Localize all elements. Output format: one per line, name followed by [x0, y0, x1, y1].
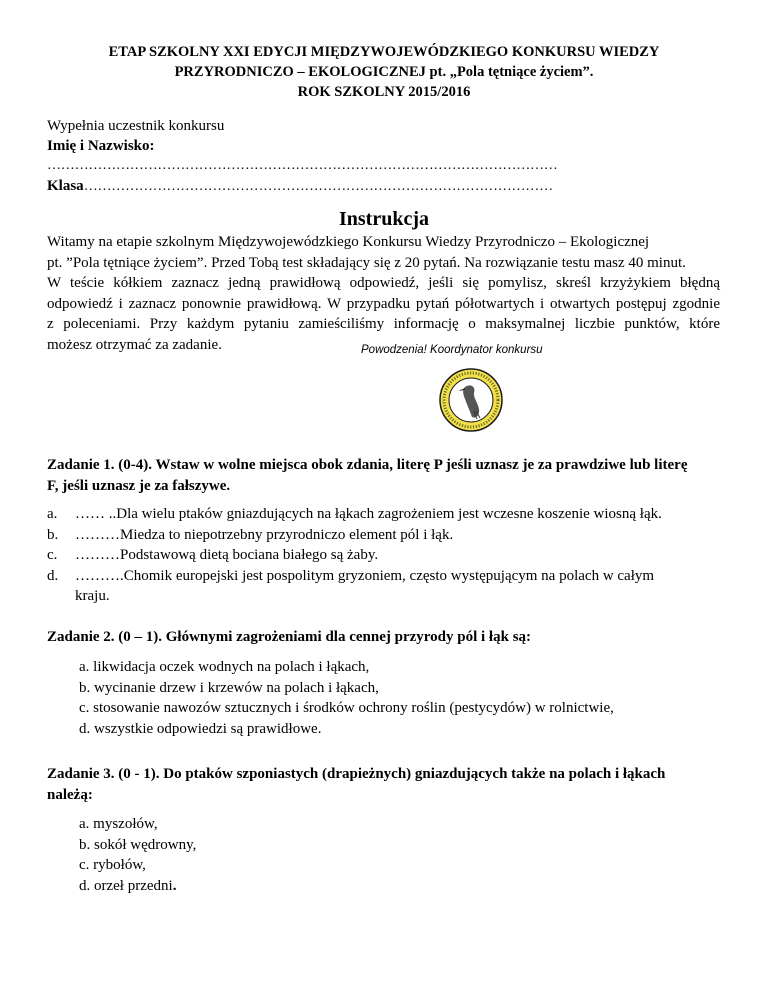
statement-text: Dla wielu ptaków gniazdujących na łąkach zagrożeniem jest wczesne koszenie wiosną łąk. [116, 506, 662, 522]
task-2-title [47, 627, 727, 648]
task-1-title [47, 455, 727, 496]
statement-text: Chomik europejski jest pospolitym gryzoniem, często występującym na polach w całym [123, 567, 655, 584]
statement-text: Podstawową dietą bociana białego są żaby. [120, 547, 379, 563]
answer-option[interactable]: a. likwidacja oczek wodnych na polach i łąkach, [79, 659, 370, 675]
instructions-body [47, 232, 720, 356]
good-luck-note: Powodzenia! Koordynator konkursu [361, 344, 543, 356]
instructions-line: Witamy na etapie szkolnym Międzywojewódzkiego Konkursu Wiedzy Przyrodniczo – Ekologicznej [47, 234, 650, 250]
header-line-2: PRZYRODNICZO – EKOLOGICZNEJ pt. „Pola tętniące życiem”. [174, 64, 594, 80]
statement-text: Miedza to niepotrzebny przyrodniczo element pól i łąk. [120, 526, 454, 543]
class-field[interactable]: ………………………………………………………………………………………… [83, 179, 553, 194]
answer-blank[interactable]: …… .. [75, 506, 117, 522]
task-1-statements [47, 504, 727, 607]
answer-option[interactable]: c. rybołów, [79, 857, 146, 873]
list-item [47, 545, 727, 566]
instructions-line: pt. ”Pola tętniące życiem”. Przed Tobą test składający się z 20 pytań. Na rozwiązanie testu masz 40 minut. [47, 254, 686, 271]
instructions-line: z poleceniami. Przy każdym pytaniu zamieściliśmy informację o maksymalnej liczbie punktów, które [47, 316, 720, 333]
name-label: Imię i Nazwisko: [47, 138, 155, 154]
answer-option[interactable]: a. myszołów, [79, 816, 158, 832]
task-3-title-line: Zadanie 3. (0 - 1). Do ptaków szponiastych (drapieżnych) gniazdujących także na polach i łąkach [47, 766, 666, 782]
instructions-line: odpowiedź i zaznacz ponownie prawidłową. W przypadku pytań półotwartych i otwartych postępuj zgodnie [47, 295, 720, 312]
participant-intro: Wypełnia uczestnik konkursu [47, 118, 225, 134]
contest-logo [438, 367, 504, 433]
task-3-title-line: należą: [47, 786, 93, 803]
answer-option-text: d. orzeł przedni [79, 877, 173, 894]
class-row [47, 176, 553, 197]
answer-option[interactable]: b. sokół wędrowny, [79, 836, 197, 853]
statement-text-continued: kraju. [75, 588, 110, 604]
task-1-title-line: F, jeśli uznasz je za fałszywe. [47, 477, 231, 494]
name-field[interactable]: ………………………………………………………………………………………………… [47, 158, 558, 173]
answer-option[interactable] [79, 876, 196, 897]
header-line-1: ETAP SZKOLNY XXI EDYCJI MIĘDZYWOJEWÓDZKIEGO KONKURSU WIEDZY [108, 44, 660, 60]
instructions-title: Instrukcja [338, 208, 429, 230]
answer-blank[interactable]: ………. [75, 567, 124, 584]
answer-option[interactable]: b. wycinanie drzew i krzewów na polach i łąkach, [79, 679, 379, 696]
task-1-title-line: Zadanie 1. (0-4). Wstaw w wolne miejsca obok zdania, literę P jeśli uznasz je za prawdziwe lub literę [47, 457, 688, 473]
list-item [47, 566, 727, 587]
item-letter: b. [47, 526, 59, 543]
class-label: Klasa [47, 178, 84, 194]
answer-blank[interactable]: ……… [75, 547, 120, 563]
task-3-title [47, 764, 727, 805]
task-3-options [79, 814, 196, 896]
task-2-title-line: Zadanie 2. (0 – 1). Głównymi zagrożeniami dla cennej przyrody pól i łąk są: [47, 629, 532, 645]
list-item [47, 525, 727, 546]
item-letter: a. [47, 506, 58, 522]
header-line-3: ROK SZKOLNY 2015/2016 [297, 84, 471, 100]
item-letter: d. [47, 567, 59, 584]
answer-option-period: . [172, 877, 177, 894]
answer-blank[interactable]: ……… [75, 526, 120, 543]
item-letter: c. [47, 547, 58, 563]
task-2-options [79, 657, 614, 739]
answer-option[interactable]: c. stosowanie nawozów sztucznych i środków ochrony roślin (pestycydów) w rolnictwie, [79, 700, 614, 716]
instructions-line: W teście kółkiem zaznacz jedną prawidłową odpowiedź, jeśli się pomylisz, skreśl krzyżykiem błędną [47, 275, 720, 292]
document-header [0, 42, 768, 102]
answer-option[interactable]: d. wszystkie odpowiedzi są prawidłowe. [79, 720, 322, 737]
instructions-line: możesz otrzymać za zadanie. [47, 336, 222, 353]
list-item [47, 504, 727, 525]
